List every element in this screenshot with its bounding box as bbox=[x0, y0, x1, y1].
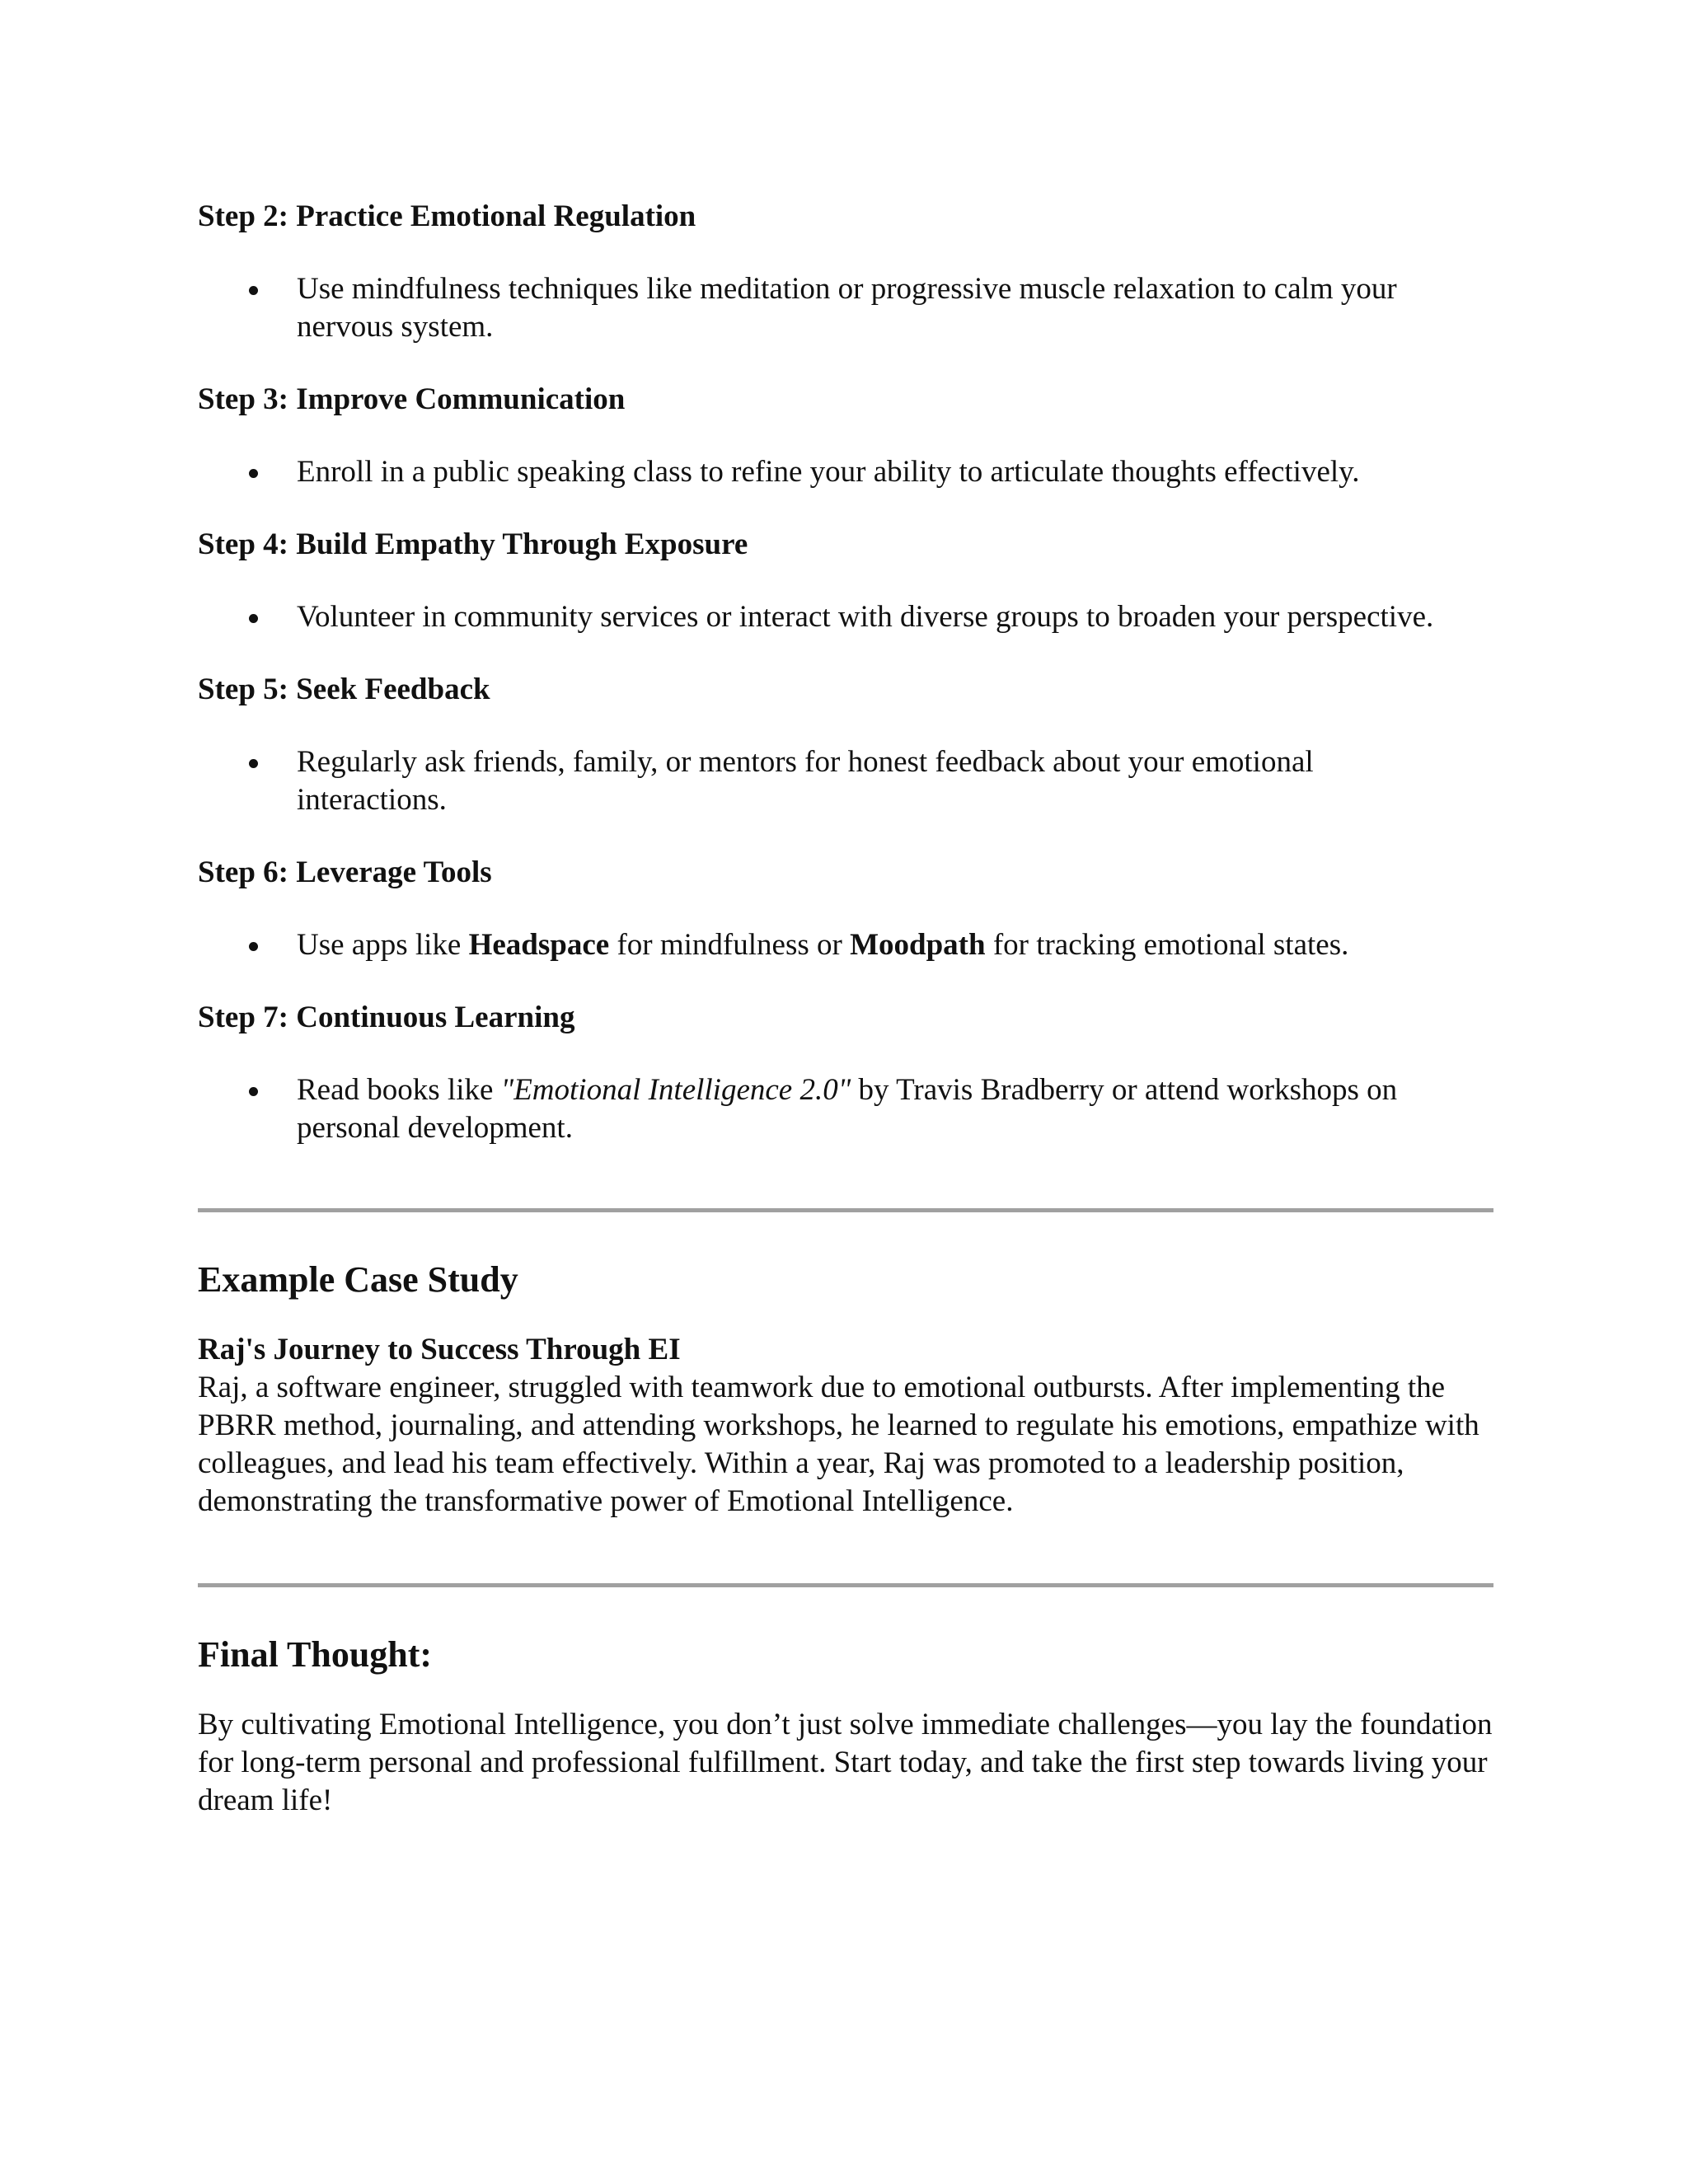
bullet-icon bbox=[249, 286, 258, 295]
step-5-heading: Step 5: Seek Feedback bbox=[198, 673, 490, 706]
case-study-text: Raj, a software engineer, struggled with teamwork due to emotional outbursts. After implementing the PBRR method, journaling, and attending workshops, he learned to regulate his emotions, empathize with colleagues, and lead his team effectively. Within a year, Raj was promoted to a leadership position, demonstrating the transformative power of Emotional Intelligence. bbox=[198, 1371, 1479, 1518]
step-3-list bbox=[198, 453, 1493, 491]
step-4-heading: Step 4: Build Empathy Through Exposure bbox=[198, 527, 748, 561]
headspace-app-name: Headspace bbox=[468, 928, 610, 962]
final-thought-title: Final Thought: bbox=[198, 1634, 433, 1675]
moodpath-app-name: Moodpath bbox=[850, 928, 986, 962]
bullet-icon bbox=[249, 614, 258, 623]
step-3-heading: Step 3: Improve Communication bbox=[198, 382, 626, 416]
list-item bbox=[198, 743, 1467, 819]
step-5-bullet-text: Regularly ask friends, family, or mentors for honest feedback about your emotional interactions. bbox=[297, 745, 1314, 817]
bullet-icon bbox=[249, 469, 258, 478]
case-study-subtitle: Raj's Journey to Success Through EI bbox=[198, 1333, 681, 1366]
step-5-list bbox=[198, 743, 1493, 819]
list-item bbox=[198, 598, 1467, 636]
step-7-bullet-post: by Travis Bradberry or attend workshops on personal development. bbox=[297, 1073, 1398, 1145]
step-2-bullet-text: Use mindfulness techniques like meditation or progressive muscle relaxation to calm your nervous system. bbox=[297, 272, 1397, 344]
step-4-list bbox=[198, 598, 1493, 636]
step-3-bullet-text: Enroll in a public speaking class to refine your ability to articulate thoughts effectively. bbox=[297, 455, 1360, 489]
bullet-icon bbox=[249, 1087, 258, 1096]
step-2-list bbox=[198, 270, 1493, 346]
step-6-bullet-mid: for mindfulness or bbox=[609, 928, 851, 962]
list-item bbox=[198, 1071, 1467, 1147]
bullet-icon bbox=[249, 942, 258, 951]
list-item bbox=[198, 926, 1467, 964]
section-divider bbox=[198, 1208, 1493, 1212]
step-2-heading: Step 2: Practice Emotional Regulation bbox=[198, 199, 696, 233]
bullet-icon bbox=[249, 759, 258, 768]
step-7-bullet-pre: Read books like bbox=[297, 1073, 501, 1107]
book-title: "Emotional Intelligence 2.0" bbox=[500, 1073, 851, 1107]
step-6-list bbox=[198, 926, 1493, 964]
step-6-bullet-post: for tracking emotional states. bbox=[985, 928, 1349, 962]
document-page bbox=[198, 198, 1493, 1820]
step-6-heading: Step 6: Leverage Tools bbox=[198, 855, 492, 889]
step-4-bullet-text: Volunteer in community services or interact with diverse groups to broaden your perspective. bbox=[297, 600, 1434, 634]
list-item bbox=[198, 453, 1467, 491]
step-7-list bbox=[198, 1071, 1493, 1147]
case-study-title: Example Case Study bbox=[198, 1259, 518, 1300]
final-thought-text: By cultivating Emotional Intelligence, you don’t just solve immediate challenges—you lay the foundation for long-term personal and professional fulfillment. Start today, and take the first step towards living your dream life! bbox=[198, 1708, 1493, 1817]
step-6-bullet-pre: Use apps like bbox=[297, 928, 469, 962]
step-7-heading: Step 7: Continuous Learning bbox=[198, 1001, 575, 1034]
section-divider bbox=[198, 1583, 1493, 1587]
list-item bbox=[198, 270, 1467, 346]
